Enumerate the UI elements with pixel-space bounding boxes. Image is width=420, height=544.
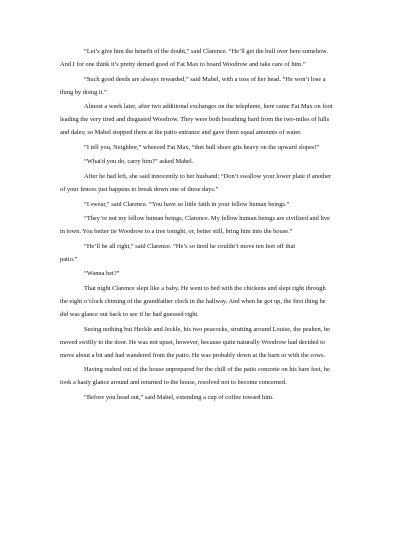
text-line: the eight o’clock chiming of the grandfather clock in the hallway. And when he got up, the first thing he xyxy=(60,298,326,306)
text-line: patio.” xyxy=(60,255,78,263)
text-line: “I tell you, Neighbor,” wheezed Fat Max, “thet bull shore gits heavy on the upward slopes!” xyxy=(84,143,320,151)
text-line: “He’ll be all right,” said Clarence. “He’s so tired he couldn’t move ten feet off that xyxy=(84,242,296,250)
text-line: That night Clarence slept like a baby. He went to bed with the chickens and slept right through xyxy=(84,285,326,293)
paragraph xyxy=(60,268,362,281)
paragraph xyxy=(60,241,362,267)
paragraph xyxy=(60,101,362,140)
text-line: “Before you head out,” said Mabel, extending a cup of coffee toward him. xyxy=(84,393,274,401)
paragraph xyxy=(60,74,362,100)
text-line: took a hasty glance around and returned to the house, resolved not to become concerned. xyxy=(60,379,287,387)
paragraph xyxy=(60,171,362,197)
paragraph xyxy=(60,364,362,390)
text-line: “Such good deeds are always rewarded,” said Mabel, with a toss of her head. “He won’t lose a xyxy=(84,75,326,83)
text-line: in town. You better tie Woodrow to a tree tonight, or, better still, bring him into the house.” xyxy=(60,228,293,236)
paragraph xyxy=(60,199,362,212)
text-line: “I swear,” said Clarence. “You have so little faith in your fellow human beings.” xyxy=(84,200,290,208)
text-line: Having rushed out of the house unprepared for the chill of the patio concrete on his bare feet, he xyxy=(84,366,330,374)
paragraph xyxy=(60,142,362,155)
text-line: and dales; so Mabel stopped them at the patio entrance and gave them equal amounts of water. xyxy=(60,129,302,137)
paragraph xyxy=(60,46,362,72)
text-line: leading the very tired and disgusted Woodrow. They were both breathing hard from the two-miles of hills xyxy=(60,116,330,124)
text-line: “They’re not my fellow human beings, Clarence. My fellow human beings are civilized and live xyxy=(84,215,330,223)
text-line: “Wanna bet?” xyxy=(84,270,120,278)
text-line: “What'd you do, carry him?” asked Mabel. xyxy=(84,158,194,166)
text-line: did was glance out back to see if he had guessed right. xyxy=(60,310,199,318)
text-line: Almost a week later, after two additional exchanges on the telephone, here came Fat Max on foot xyxy=(84,103,333,111)
text-line: And I for one think it’s pretty demed good of Fat Max to board Woodrow and take care of him.” xyxy=(60,60,306,68)
text-line: move about a bit and had wandered from the patio. He was probably down at the barn or with the cows. xyxy=(60,351,326,359)
paragraph xyxy=(60,392,362,405)
text-line: thing by doing it.” xyxy=(60,88,107,96)
text-line: moved swiftly to the door. He was not upset, however, because quite naturally Woodrow had decided to xyxy=(60,338,326,346)
text-line: “Let’s give him the benefit of the doubt,” said Clarence. “He’ll get the bull over here somehow. xyxy=(84,48,328,55)
paragraph xyxy=(60,213,362,239)
paragraph xyxy=(60,324,362,363)
text-line: After he had left, she said innocently to her husband: “Don’t swallow your lower plate if another xyxy=(84,173,332,181)
paragraph xyxy=(60,156,362,169)
paragraph xyxy=(60,283,362,322)
text-line: of your fences just happens to break down one of these days.” xyxy=(60,185,219,193)
text-line: Seeing nothing but Heckle and Jeckle, his two peacocks, strutting around Louise, the peahen, he xyxy=(84,325,330,333)
